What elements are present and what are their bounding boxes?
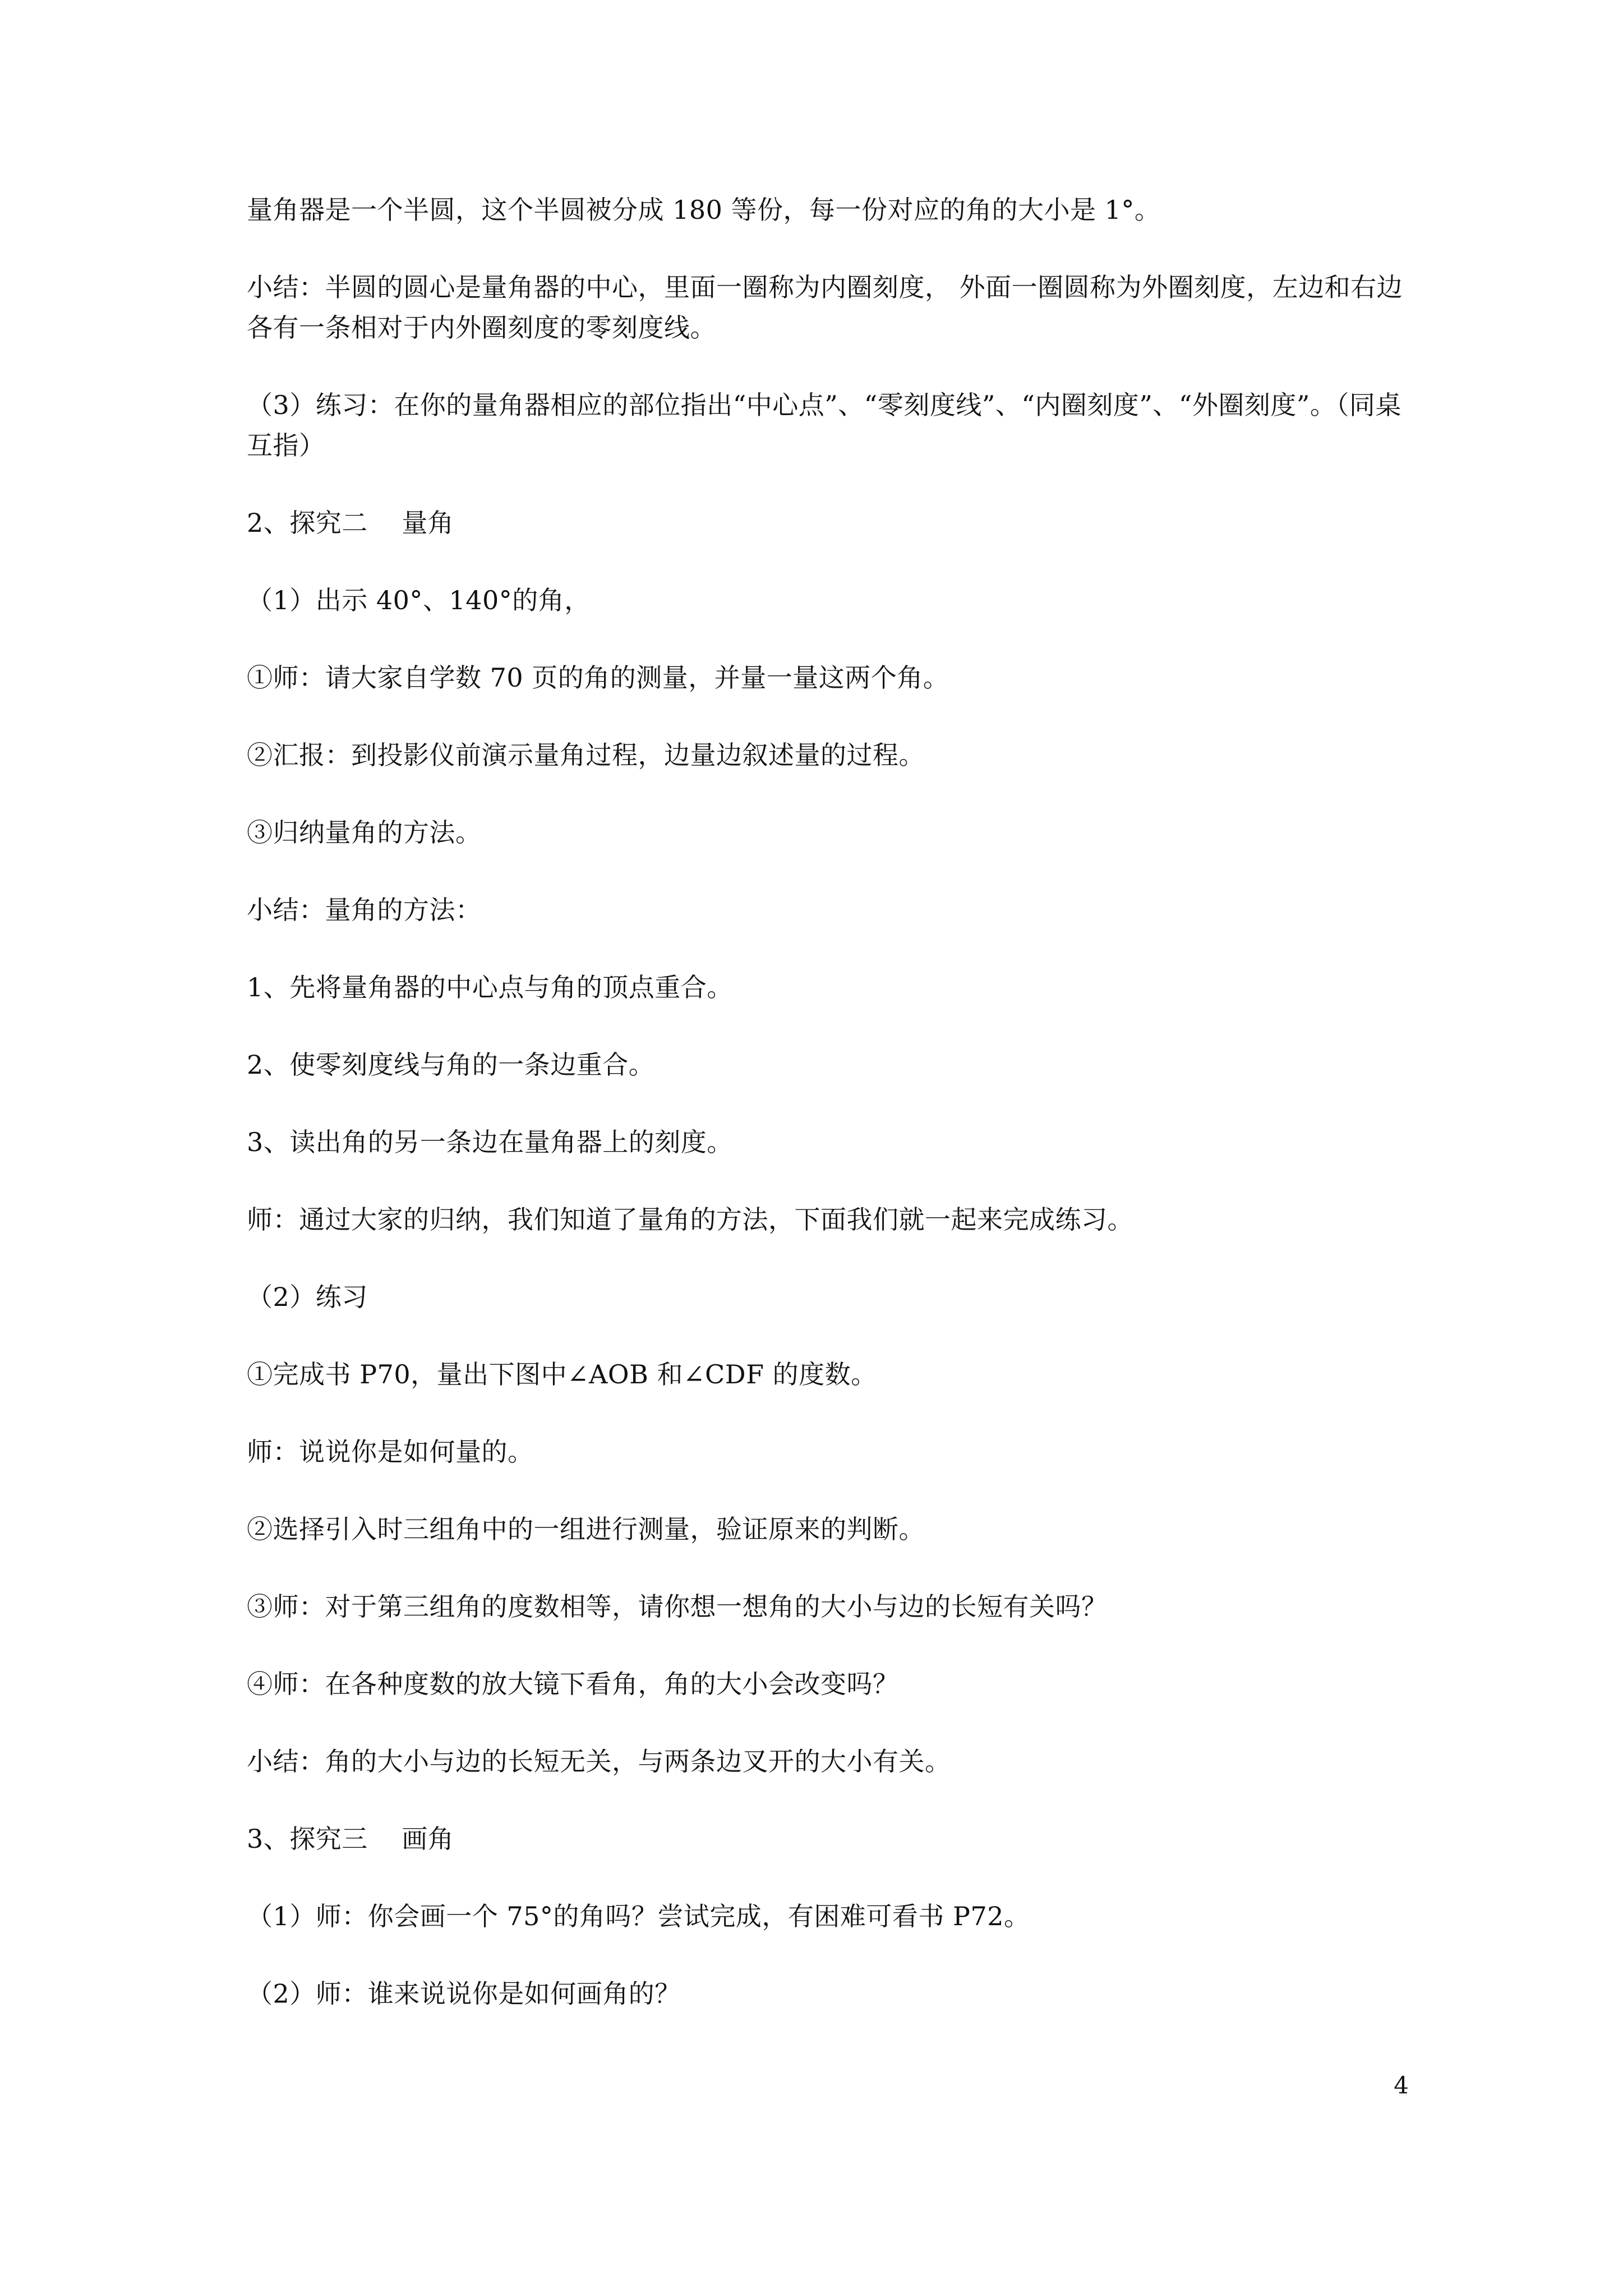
paragraph-explain-measurement: 师：说说你是如何量的。 bbox=[247, 1437, 534, 1467]
method-step-2: 2、使零刻度线与角的一条边重合。 bbox=[247, 1050, 655, 1080]
paragraph-practice-point-parts: （3）练习：在你的量角器相应的部位指出“中心点”、“零刻度线”、“内圈刻度”、“外圈刻度”。（同桌互指） bbox=[247, 390, 1401, 461]
document-body bbox=[247, 190, 1408, 2014]
paragraph-show-angles: （1）出示 40°、140°的角， bbox=[247, 585, 591, 615]
paragraph-teacher-transition: 师：通过大家的归纳，我们知道了量角的方法，下面我们就一起来完成练习。 bbox=[247, 1204, 1133, 1235]
practice-item-verify: ②选择引入时三组角中的一组进行测量，验证原来的判断。 bbox=[247, 1514, 925, 1544]
paragraph-summary-center-scales: 小结：半圆的圆心是量角器的中心，里面一圈称为内圈刻度， 外面一圈圆称为外圈刻度，左边和右边各有一条相对于内外圈刻度的零刻度线。 bbox=[247, 272, 1403, 343]
section-heading-draw-angle: 3、探究三 画角 bbox=[247, 1824, 454, 1854]
page-number: 4 bbox=[1394, 2072, 1409, 2099]
paragraph-angle-size-summary: 小结：角的大小与边的长短无关，与两条边叉开的大小有关。 bbox=[247, 1746, 951, 1777]
paragraph-explain-drawing: （2）师：谁来说说你是如何画角的？ bbox=[247, 1978, 681, 2009]
method-step-3: 3、读出角的另一条边在量角器上的刻度。 bbox=[247, 1127, 733, 1157]
practice-item-side-length: ③师：对于第三组角的度数相等，请你想一想角的大小与边的长短有关吗？ bbox=[247, 1591, 1108, 1622]
section-heading-measure-angle: 2、探究二 量角 bbox=[247, 508, 454, 538]
paragraph-self-study: ①师：请大家自学数 70 页的角的测量，并量一量这两个角。 bbox=[247, 662, 949, 693]
practice-item-magnifier: ④师：在各种度数的放大镜下看角，角的大小会改变吗？ bbox=[247, 1669, 899, 1699]
paragraph-summarize-method: ③归纳量角的方法。 bbox=[247, 817, 482, 848]
paragraph-report: ②汇报：到投影仪前演示量角过程，边量边叙述量的过程。 bbox=[247, 740, 925, 770]
paragraph-practice-title: （2）练习 bbox=[247, 1282, 368, 1312]
paragraph-protractor-definition: 量角器是一个半圆，这个半圆被分成 180 等份，每一份对应的角的大小是 1°。 bbox=[247, 195, 1161, 225]
paragraph-method-summary-title: 小结：量角的方法： bbox=[247, 895, 482, 925]
paragraph-draw-75-angle: （1）师：你会画一个 75°的角吗？尝试完成，有困难可看书 P72。 bbox=[247, 1901, 1030, 1931]
practice-item-book: ①完成书 P70，量出下图中∠AOB 和∠CDF 的度数。 bbox=[247, 1359, 877, 1389]
method-step-1: 1、先将量角器的中心点与角的顶点重合。 bbox=[247, 972, 733, 1002]
